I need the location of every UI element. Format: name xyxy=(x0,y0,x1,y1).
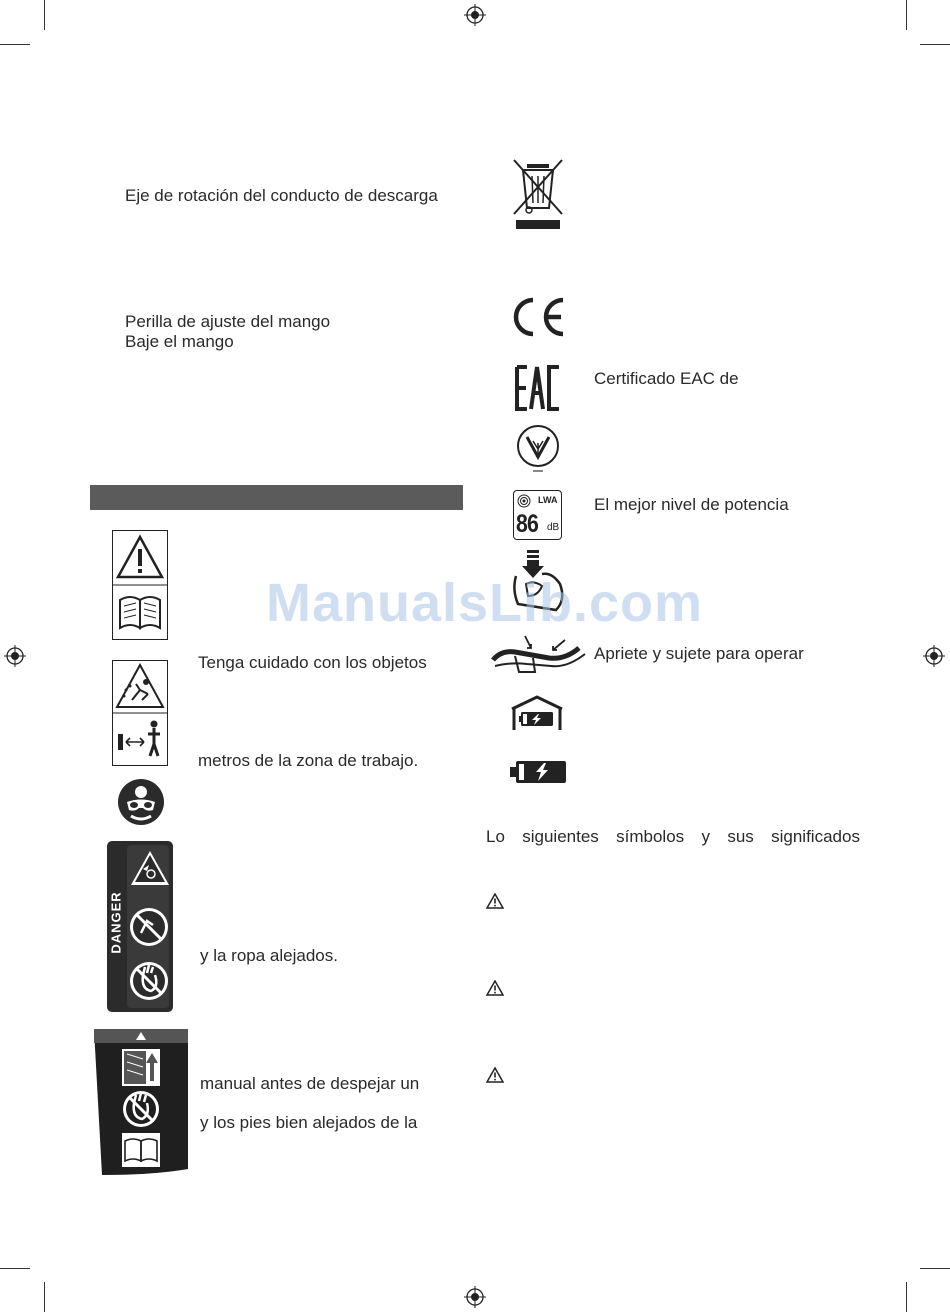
registration-mark-right-icon xyxy=(923,645,945,667)
crop-mark-top-right-h xyxy=(920,44,950,45)
word-siguientes: siguientes xyxy=(522,827,599,846)
lwa-unit: dB xyxy=(547,522,560,533)
crop-mark-top-left-v xyxy=(44,0,45,30)
eye-protection-icon xyxy=(117,778,165,826)
clearing-chute-label-symbol xyxy=(94,1029,188,1175)
weee-crossed-bin-icon xyxy=(512,158,564,230)
thrown-objects-distance-symbol xyxy=(112,660,168,766)
registration-mark-bottom-icon xyxy=(464,1286,486,1308)
watermark-text: ManualsLib.com xyxy=(266,573,704,633)
crop-mark-bottom-left-v xyxy=(44,1282,45,1312)
warning-triangle-icon xyxy=(486,893,504,909)
crop-mark-top-right-v xyxy=(906,0,907,30)
discharge-chute-rotation-axis-text: Eje de rotación del conducto de descarga xyxy=(125,186,438,205)
thrown-objects-warning-text: Tenga cuidado con los objetos xyxy=(198,653,427,672)
lwa-label: LWA xyxy=(538,495,558,505)
thrown-objects-bystander-icon xyxy=(112,660,168,766)
keep-feet-away-text: y los pies bien alejados de la xyxy=(200,1113,418,1132)
eac-certificate-text: Certificado EAC de xyxy=(594,369,739,388)
speaker-icon xyxy=(517,494,531,508)
squeeze-handle-icon xyxy=(491,634,589,676)
handle-adjust-knob-text: Perilla de ajuste del mango xyxy=(125,312,331,331)
crop-mark-top-left-h xyxy=(0,44,30,45)
sound-power-level-badge xyxy=(513,490,562,540)
ce-mark-icon xyxy=(509,296,567,338)
read-manual-before-clearing-text: manual antes de despejar un xyxy=(200,1074,420,1093)
warning-triangle-book-icon xyxy=(112,530,168,640)
sound-power-text: El mejor nivel de potencia xyxy=(594,495,789,514)
crop-mark-bottom-left-h xyxy=(0,1268,30,1269)
warning-triangle-icon xyxy=(486,980,504,996)
lower-handle-text: Baje el mango xyxy=(125,332,234,351)
work-zone-distance-text: metros de la zona de trabajo. xyxy=(198,751,419,770)
eac-mark-icon xyxy=(515,365,561,411)
clear-chute-hand-book-icon xyxy=(94,1029,188,1175)
crop-mark-bottom-right-h xyxy=(920,1268,950,1269)
warning-read-manual-symbol xyxy=(112,530,168,640)
danger-label-symbol xyxy=(107,841,173,1012)
keep-clothing-away-text: y la ropa alejados. xyxy=(200,946,338,965)
word-sus: sus xyxy=(727,827,754,846)
lwa-value: 86 xyxy=(516,510,538,538)
crop-mark-bottom-right-v xyxy=(906,1282,907,1312)
registration-mark-left-icon xyxy=(4,645,26,667)
word-y: y xyxy=(701,827,710,846)
ukrsepro-conformity-icon xyxy=(515,423,561,475)
word-lo: Lo xyxy=(486,827,505,846)
symbols-meanings-paragraph xyxy=(486,827,860,847)
warning-triangle-icon xyxy=(486,1067,504,1083)
registration-mark-top-icon xyxy=(464,4,486,26)
word-significados: significados xyxy=(771,827,860,846)
battery-charging-icon xyxy=(510,759,566,785)
danger-label-text: DANGER xyxy=(108,891,124,954)
squeeze-hold-operate-text: Apriete y sujete para operar xyxy=(594,644,804,663)
word-simbolos: símbolos xyxy=(616,827,685,846)
section-header-bar xyxy=(90,485,463,510)
indoor-charging-icon xyxy=(510,695,564,731)
